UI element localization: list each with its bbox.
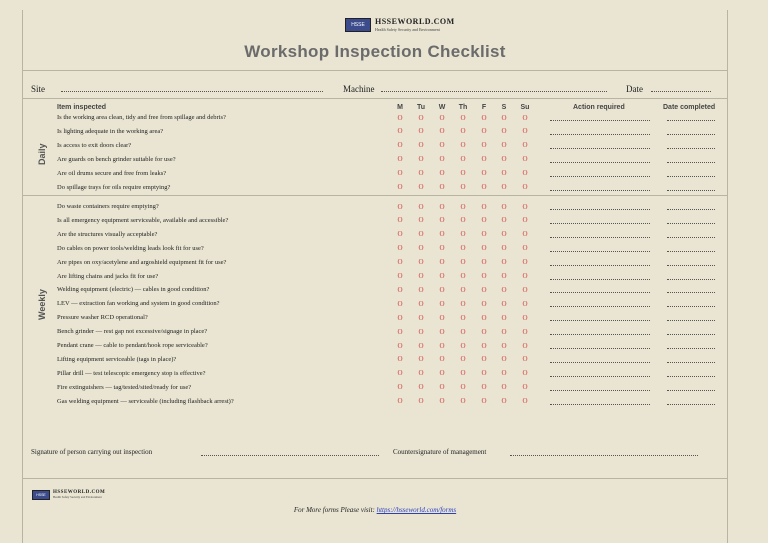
day-checkbox[interactable]: O — [481, 313, 487, 322]
day-checkbox[interactable]: O — [481, 155, 487, 164]
day-checkbox[interactable]: O — [460, 183, 466, 191]
day-checkbox[interactable]: O — [397, 141, 403, 150]
day-checkbox[interactable]: O — [397, 327, 403, 336]
day-checkbox[interactable]: O — [522, 244, 528, 253]
day-checkbox[interactable]: O — [418, 113, 424, 122]
checklist-item: Are the structures visually acceptable? — [57, 230, 158, 238]
brand-logo — [345, 18, 455, 34]
day-checkbox[interactable]: O — [397, 258, 403, 267]
date-completed-line[interactable] — [667, 208, 715, 210]
logo-name: HSSEWORLD.COM — [375, 17, 455, 26]
date-input-line[interactable] — [651, 84, 711, 92]
day-checkbox[interactable]: O — [397, 113, 403, 122]
day-checkbox[interactable]: O — [522, 299, 528, 308]
action-required-line[interactable] — [550, 264, 650, 266]
day-checkbox[interactable]: O — [460, 127, 466, 136]
day-checkbox[interactable]: O — [501, 169, 507, 178]
day-checkbox[interactable]: O — [501, 244, 507, 253]
day-checkbox[interactable]: O — [460, 341, 466, 350]
date-completed-line[interactable] — [667, 250, 715, 252]
day-checkbox[interactable]: O — [439, 355, 445, 364]
date-completed-line[interactable] — [667, 291, 715, 293]
checklist-item: Are pipes on oxy/acetylene and argoshield equipment fit for use? — [57, 258, 227, 266]
date-completed-line[interactable] — [667, 278, 715, 280]
day-checkbox[interactable]: O — [418, 397, 424, 406]
site-field[interactable] — [31, 84, 323, 94]
day-checkbox[interactable]: O — [397, 202, 403, 211]
day-checkbox[interactable]: O — [501, 355, 507, 364]
day-checkbox[interactable]: O — [460, 313, 466, 322]
day-checkbox[interactable]: O — [460, 230, 466, 239]
day-checkbox[interactable]: O — [501, 369, 507, 378]
footer-divider — [23, 478, 727, 479]
day-checkbox[interactable]: O — [460, 216, 466, 225]
day-checkbox[interactable]: O — [439, 202, 445, 211]
date-completed-line[interactable] — [667, 119, 715, 121]
header-day: Tu — [416, 104, 426, 111]
day-checkbox[interactable]: O — [501, 183, 507, 191]
action-required-line[interactable] — [550, 403, 650, 405]
checklist-item: Pressure washer RCD operational? — [57, 314, 148, 322]
day-checkbox[interactable]: O — [460, 155, 466, 164]
day-checkbox[interactable]: O — [418, 285, 424, 294]
day-checkbox[interactable]: O — [418, 127, 424, 136]
day-checkbox[interactable]: O — [418, 141, 424, 150]
day-checkbox[interactable]: O — [481, 397, 487, 406]
day-checkbox[interactable]: O — [460, 141, 466, 150]
machine-label: Machine — [343, 84, 375, 94]
day-checkbox[interactable]: O — [418, 341, 424, 350]
signature-label: Signature of person carrying out inspection — [31, 448, 153, 456]
checklist-item: Do waste containers require emptying? — [57, 203, 159, 210]
header-day: S — [501, 104, 507, 111]
site-label: Site — [31, 84, 46, 94]
day-checkbox[interactable]: O — [460, 202, 466, 211]
date-completed-line[interactable] — [667, 189, 715, 191]
date-completed-line[interactable] — [667, 333, 715, 335]
day-checkbox[interactable]: O — [418, 216, 424, 225]
day-checkbox[interactable]: O — [522, 369, 528, 378]
day-checkbox[interactable]: O — [460, 244, 466, 253]
action-required-line[interactable] — [550, 222, 650, 224]
day-checkbox[interactable]: O — [439, 383, 445, 392]
day-checkbox[interactable]: O — [481, 341, 487, 350]
date-completed-line[interactable] — [667, 319, 715, 321]
day-checkbox[interactable]: O — [460, 355, 466, 364]
footer-logo — [32, 490, 105, 500]
checklist-page — [22, 10, 728, 543]
checklist-item: Is access to exit doors clear? — [57, 141, 132, 149]
day-checkbox[interactable]: O — [418, 327, 424, 336]
day-checkbox[interactable]: O — [481, 258, 487, 267]
header-action: Action required — [573, 104, 625, 111]
signature-line[interactable] — [201, 448, 379, 456]
checklist-item: Lifting equipment serviceable (tags in place)? — [57, 355, 177, 363]
action-required-line[interactable] — [550, 333, 650, 335]
logo-badge: HSSE — [345, 18, 371, 32]
day-checkbox[interactable]: O — [460, 113, 466, 122]
day-checkbox[interactable]: O — [522, 313, 528, 322]
action-required-line[interactable] — [550, 361, 650, 363]
day-checkbox[interactable]: O — [397, 369, 403, 378]
day-checkbox[interactable]: O — [418, 244, 424, 253]
footer-prefix: For More forms Please visit: — [293, 506, 377, 514]
day-checkbox[interactable]: O — [481, 369, 487, 378]
day-checkbox[interactable]: O — [501, 327, 507, 336]
day-checkbox[interactable]: O — [501, 272, 507, 280]
checklist-item: Pendant crane — cable to pendant/hook rope serviceable? — [57, 342, 208, 349]
day-checkbox[interactable]: O — [439, 258, 445, 267]
header-day: F — [481, 104, 487, 111]
day-checkbox[interactable]: O — [439, 272, 445, 280]
checklist-item: Are lifting chains and jacks fit for use? — [57, 272, 159, 280]
day-checkbox[interactable]: O — [501, 216, 507, 225]
action-required-line[interactable] — [550, 389, 650, 391]
day-checkbox[interactable]: O — [501, 113, 507, 122]
day-checkbox[interactable]: O — [501, 285, 507, 294]
day-checkbox[interactable]: O — [501, 313, 507, 322]
checklist-item: Are guards on bench grinder suitable for use? — [57, 155, 176, 163]
action-required-line[interactable] — [550, 291, 650, 293]
date-completed-line[interactable] — [667, 264, 715, 266]
header-date-completed: Date completed — [663, 104, 716, 111]
action-required-line[interactable] — [550, 119, 650, 121]
day-checkbox[interactable]: O — [460, 272, 466, 280]
day-checkbox[interactable]: O — [481, 285, 487, 294]
day-checkbox[interactable]: O — [460, 299, 466, 308]
day-checkbox[interactable]: O — [418, 299, 424, 308]
day-checkbox[interactable]: O — [522, 397, 528, 406]
day-checkbox[interactable]: O — [481, 183, 487, 191]
action-required-line[interactable] — [550, 208, 650, 210]
day-checkbox[interactable]: O — [522, 141, 528, 150]
day-checkbox[interactable]: O — [522, 216, 528, 225]
day-checkbox[interactable]: O — [481, 272, 487, 280]
action-required-line[interactable] — [550, 305, 650, 307]
checklist-item: Is all emergency equipment serviceable, available and accessible? — [57, 216, 229, 224]
day-checkbox[interactable]: O — [460, 258, 466, 267]
day-checkbox[interactable]: O — [439, 285, 445, 294]
day-checkbox[interactable]: O — [522, 113, 528, 122]
day-checkbox[interactable]: O — [522, 127, 528, 136]
day-checkbox[interactable]: O — [397, 244, 403, 253]
day-checkbox[interactable]: O — [522, 272, 528, 280]
date-completed-line[interactable] — [667, 347, 715, 349]
day-checkbox[interactable]: O — [460, 285, 466, 294]
date-completed-line[interactable] — [667, 236, 715, 238]
day-checkbox[interactable]: O — [501, 299, 507, 308]
day-checkbox[interactable]: O — [501, 155, 507, 164]
day-checkbox[interactable]: O — [481, 230, 487, 239]
date-label: Date — [626, 84, 643, 94]
header-day: M — [397, 104, 403, 111]
checklist-item: Bench grinder — rest gap not excessive/signage in place? — [57, 328, 208, 336]
day-checkbox[interactable]: O — [397, 272, 403, 280]
day-checkbox[interactable]: O — [439, 183, 445, 191]
footer-text — [23, 506, 727, 514]
footer-logo-tagline: Health Safety Security and Environment — [53, 495, 102, 499]
day-checkbox[interactable]: O — [501, 230, 507, 239]
day-checkbox[interactable]: O — [397, 127, 403, 136]
machine-field[interactable] — [343, 84, 607, 94]
day-checkbox[interactable]: O — [397, 216, 403, 225]
site-input-line[interactable] — [61, 84, 323, 92]
day-checkbox[interactable]: O — [397, 169, 403, 178]
day-checkbox[interactable]: O — [397, 355, 403, 364]
day-checkbox[interactable]: O — [501, 127, 507, 136]
date-completed-line[interactable] — [667, 389, 715, 391]
date-completed-line[interactable] — [667, 403, 715, 405]
section-label-weekly: Weekly — [37, 289, 47, 320]
checklist-item: Fire extinguishers — tag/tested/sited/ready for use? — [57, 383, 192, 391]
day-checkbox[interactable]: O — [439, 216, 445, 225]
footer-link[interactable]: https://hsseworld.com/forms — [376, 506, 457, 514]
day-checkbox[interactable]: O — [501, 397, 507, 406]
day-checkbox[interactable]: O — [522, 202, 528, 211]
machine-input-line[interactable] — [381, 84, 607, 92]
day-checkbox[interactable]: O — [501, 341, 507, 350]
footer-logo-badge: HSSE — [32, 490, 50, 500]
day-checkbox[interactable]: O — [522, 155, 528, 164]
day-checkbox[interactable]: O — [439, 141, 445, 150]
checklist-item: Pillar drill — test telescopic emergency stop is effective? — [57, 369, 206, 377]
day-checkbox[interactable]: O — [460, 383, 466, 392]
date-field[interactable] — [626, 84, 711, 94]
day-checkbox[interactable]: O — [460, 397, 466, 406]
divider — [23, 70, 727, 71]
action-required-line[interactable] — [550, 236, 650, 238]
countersignature-line[interactable] — [510, 448, 698, 456]
day-checkbox[interactable]: O — [397, 155, 403, 164]
date-completed-line[interactable] — [667, 161, 715, 163]
day-checkbox[interactable]: O — [418, 383, 424, 392]
logo-tagline: Health Safety Security and Environment — [375, 27, 440, 32]
day-checkbox[interactable]: O — [418, 369, 424, 378]
day-checkbox[interactable]: O — [397, 397, 403, 406]
day-checkbox[interactable]: O — [397, 383, 403, 392]
day-checkbox[interactable]: O — [439, 244, 445, 253]
day-checkbox[interactable]: O — [481, 244, 487, 253]
day-checkbox[interactable]: O — [481, 327, 487, 336]
day-checkbox[interactable]: O — [418, 202, 424, 211]
day-checkbox[interactable]: O — [481, 127, 487, 136]
action-required-line[interactable] — [550, 189, 650, 191]
day-checkbox[interactable]: O — [439, 169, 445, 178]
day-checkbox[interactable]: O — [522, 383, 528, 392]
day-checkbox[interactable]: O — [418, 258, 424, 267]
day-checkbox[interactable]: O — [481, 383, 487, 392]
day-checkbox[interactable]: O — [481, 355, 487, 364]
day-checkbox[interactable]: O — [522, 169, 528, 178]
day-checkbox[interactable]: O — [481, 113, 487, 122]
action-required-line[interactable] — [550, 161, 650, 163]
action-required-line[interactable] — [550, 278, 650, 280]
day-checkbox[interactable]: O — [439, 313, 445, 322]
action-required-line[interactable] — [550, 175, 650, 177]
day-checkbox[interactable]: O — [397, 285, 403, 294]
day-checkbox[interactable]: O — [501, 202, 507, 211]
header-item: Item inspected — [57, 104, 107, 111]
day-checkbox[interactable]: O — [501, 258, 507, 267]
checklist-item: Do spillage trays for oils require emptying? — [57, 183, 171, 191]
day-checkbox[interactable]: O — [418, 272, 424, 280]
section-label-daily: Daily — [37, 143, 47, 165]
date-completed-line[interactable] — [667, 133, 715, 135]
checklist-item: Are oil drums secure and free from leaks? — [57, 169, 167, 177]
day-checkbox[interactable]: O — [397, 183, 403, 191]
day-checkbox[interactable]: O — [460, 369, 466, 378]
date-completed-line[interactable] — [667, 305, 715, 307]
day-checkbox[interactable]: O — [397, 299, 403, 308]
day-checkbox[interactable]: O — [439, 113, 445, 122]
day-checkbox[interactable]: O — [418, 355, 424, 364]
day-checkbox[interactable]: O — [439, 299, 445, 308]
page-title: Workshop Inspection Checklist — [244, 42, 506, 61]
day-checkbox[interactable]: O — [481, 299, 487, 308]
date-completed-line[interactable] — [667, 375, 715, 377]
day-checkbox[interactable]: O — [522, 341, 528, 350]
day-checkbox[interactable]: O — [460, 169, 466, 178]
section-divider — [23, 195, 727, 196]
day-checkbox[interactable]: O — [522, 355, 528, 364]
checklist-item: Welding equipment (electric) — cables in good condition? — [57, 286, 210, 294]
day-checkbox[interactable]: O — [460, 327, 466, 336]
checklist-item: LEV — extraction fan working and system in good condition? — [57, 300, 220, 308]
date-completed-line[interactable] — [667, 361, 715, 363]
action-required-line[interactable] — [550, 147, 650, 149]
day-checkbox[interactable]: O — [397, 341, 403, 350]
header-day: Th — [458, 104, 468, 111]
day-checkbox[interactable]: O — [418, 169, 424, 178]
divider — [23, 98, 727, 99]
day-checkbox[interactable]: O — [418, 313, 424, 322]
checklist-item: Gas welding equipment — serviceable (including flashback arrest)? — [57, 397, 234, 405]
day-checkbox[interactable]: O — [439, 341, 445, 350]
action-required-line[interactable] — [550, 319, 650, 321]
date-completed-line[interactable] — [667, 222, 715, 224]
action-required-line[interactable] — [550, 250, 650, 252]
day-checkbox[interactable]: O — [522, 183, 528, 191]
day-checkbox[interactable]: O — [439, 397, 445, 406]
day-checkbox[interactable]: O — [439, 327, 445, 336]
day-checkbox[interactable]: O — [501, 141, 507, 150]
date-completed-line[interactable] — [667, 147, 715, 149]
day-checkbox[interactable]: O — [481, 202, 487, 211]
day-checkbox[interactable]: O — [439, 127, 445, 136]
day-checkbox[interactable]: O — [418, 155, 424, 164]
countersignature-label: Countersignature of management — [393, 448, 487, 456]
checklist-item: Do cables on power tools/welding leads look fit for use? — [57, 244, 204, 252]
day-checkbox[interactable]: O — [522, 258, 528, 267]
checklist-item: Is the working area clean, tidy and free from spillage and debris? — [57, 114, 226, 121]
day-checkbox[interactable]: O — [481, 216, 487, 225]
day-checkbox[interactable]: O — [418, 183, 424, 191]
checklist-item: Is lighting adequate in the working area? — [57, 127, 164, 135]
day-checkbox[interactable]: O — [481, 141, 487, 150]
day-checkbox[interactable]: O — [418, 230, 424, 239]
action-required-line[interactable] — [550, 347, 650, 349]
action-required-line[interactable] — [550, 375, 650, 377]
day-checkbox[interactable]: O — [439, 369, 445, 378]
header-day: W — [438, 104, 446, 111]
day-checkbox[interactable]: O — [439, 155, 445, 164]
day-checkbox[interactable]: O — [481, 169, 487, 178]
day-checkbox[interactable]: O — [522, 230, 528, 239]
footer-logo-name: HSSEWORLD.COM — [53, 490, 106, 495]
day-checkbox[interactable]: O — [397, 313, 403, 322]
day-checkbox[interactable]: O — [522, 285, 528, 294]
day-checkbox[interactable]: O — [397, 230, 403, 239]
header-day: Su — [520, 104, 530, 111]
day-checkbox[interactable]: O — [439, 230, 445, 239]
day-checkbox[interactable]: O — [522, 327, 528, 336]
day-checkbox[interactable]: O — [501, 383, 507, 392]
action-required-line[interactable] — [550, 133, 650, 135]
date-completed-line[interactable] — [667, 175, 715, 177]
